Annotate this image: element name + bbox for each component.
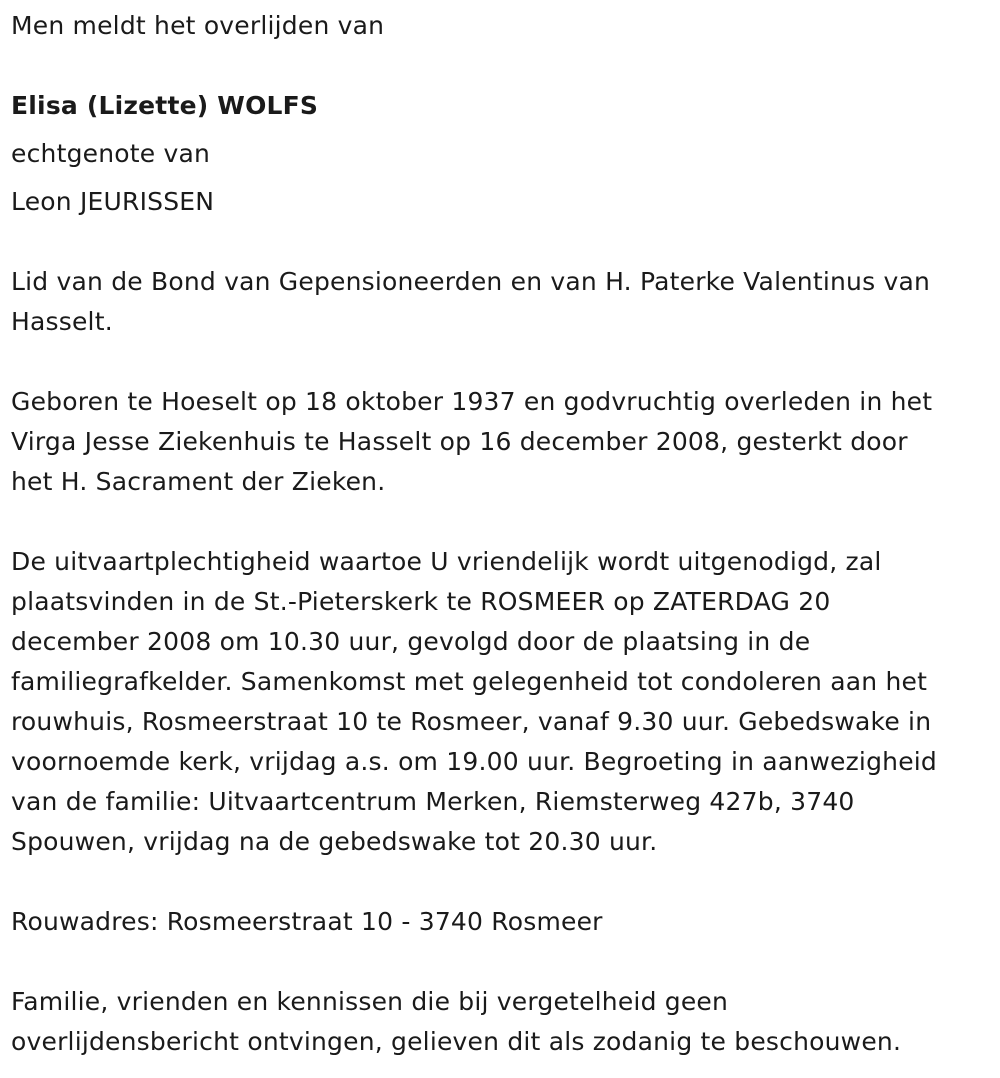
deceased-name: Elisa (Lizette) WOLFS [11, 91, 319, 120]
funeral-line: december 2008 om 10.30 uur, gevolgd door de plaatsing in de [11, 627, 811, 656]
funeral-line: Spouwen, vrijdag na de gebedswake tot 20.30 uur. [11, 827, 658, 856]
birth-death-line: Virga Jesse Ziekenhuis te Hasselt op 16 december 2008, gesterkt door [11, 427, 908, 456]
closing-paragraph [11, 982, 901, 1062]
spouse-label: echtgenote van [11, 139, 211, 168]
spouse-name: Leon JEURISSEN [11, 187, 215, 216]
funeral-line: voornoemde kerk, vrijdag a.s. om 19.00 uur. Begroeting in aanwezigheid [11, 747, 937, 776]
birth-death-paragraph [11, 382, 932, 502]
funeral-line: van de familie: Uitvaartcentrum Merken, Riemsterweg 427b, 3740 [11, 787, 855, 816]
mourning-address: Rouwadres: Rosmeerstraat 10 - 3740 Rosmeer [11, 907, 603, 936]
membership-line: Lid van de Bond van Gepensioneerden en van H. Paterke Valentinus van [11, 267, 931, 296]
birth-death-line: Geboren te Hoeselt op 18 oktober 1937 en godvruchtig overleden in het [11, 387, 933, 416]
funeral-line: familiegrafkelder. Samenkomst met gelegenheid tot condoleren aan het [11, 667, 928, 696]
membership-paragraph [11, 262, 930, 342]
funeral-line: De uitvaartplechtigheid waartoe U vriendelijk wordt uitgenodigd, zal [11, 547, 882, 576]
birth-death-line: het H. Sacrament der Zieken. [11, 467, 386, 496]
closing-line: overlijdensbericht ontvingen, gelieven dit als zodanig te beschouwen. [11, 1027, 902, 1056]
closing-line: Familie, vrienden en kennissen die bij vergetelheid geen [11, 987, 729, 1016]
funeral-line: rouwhuis, Rosmeerstraat 10 te Rosmeer, vanaf 9.30 uur. Gebedswake in [11, 707, 932, 736]
funeral-paragraph [11, 542, 937, 862]
intro-text: Men meldt het overlijden van [11, 11, 385, 40]
membership-line: Hasselt. [11, 307, 113, 336]
funeral-line: plaatsvinden in de St.-Pieterskerk te ROSMEER op ZATERDAG 20 [11, 587, 831, 616]
